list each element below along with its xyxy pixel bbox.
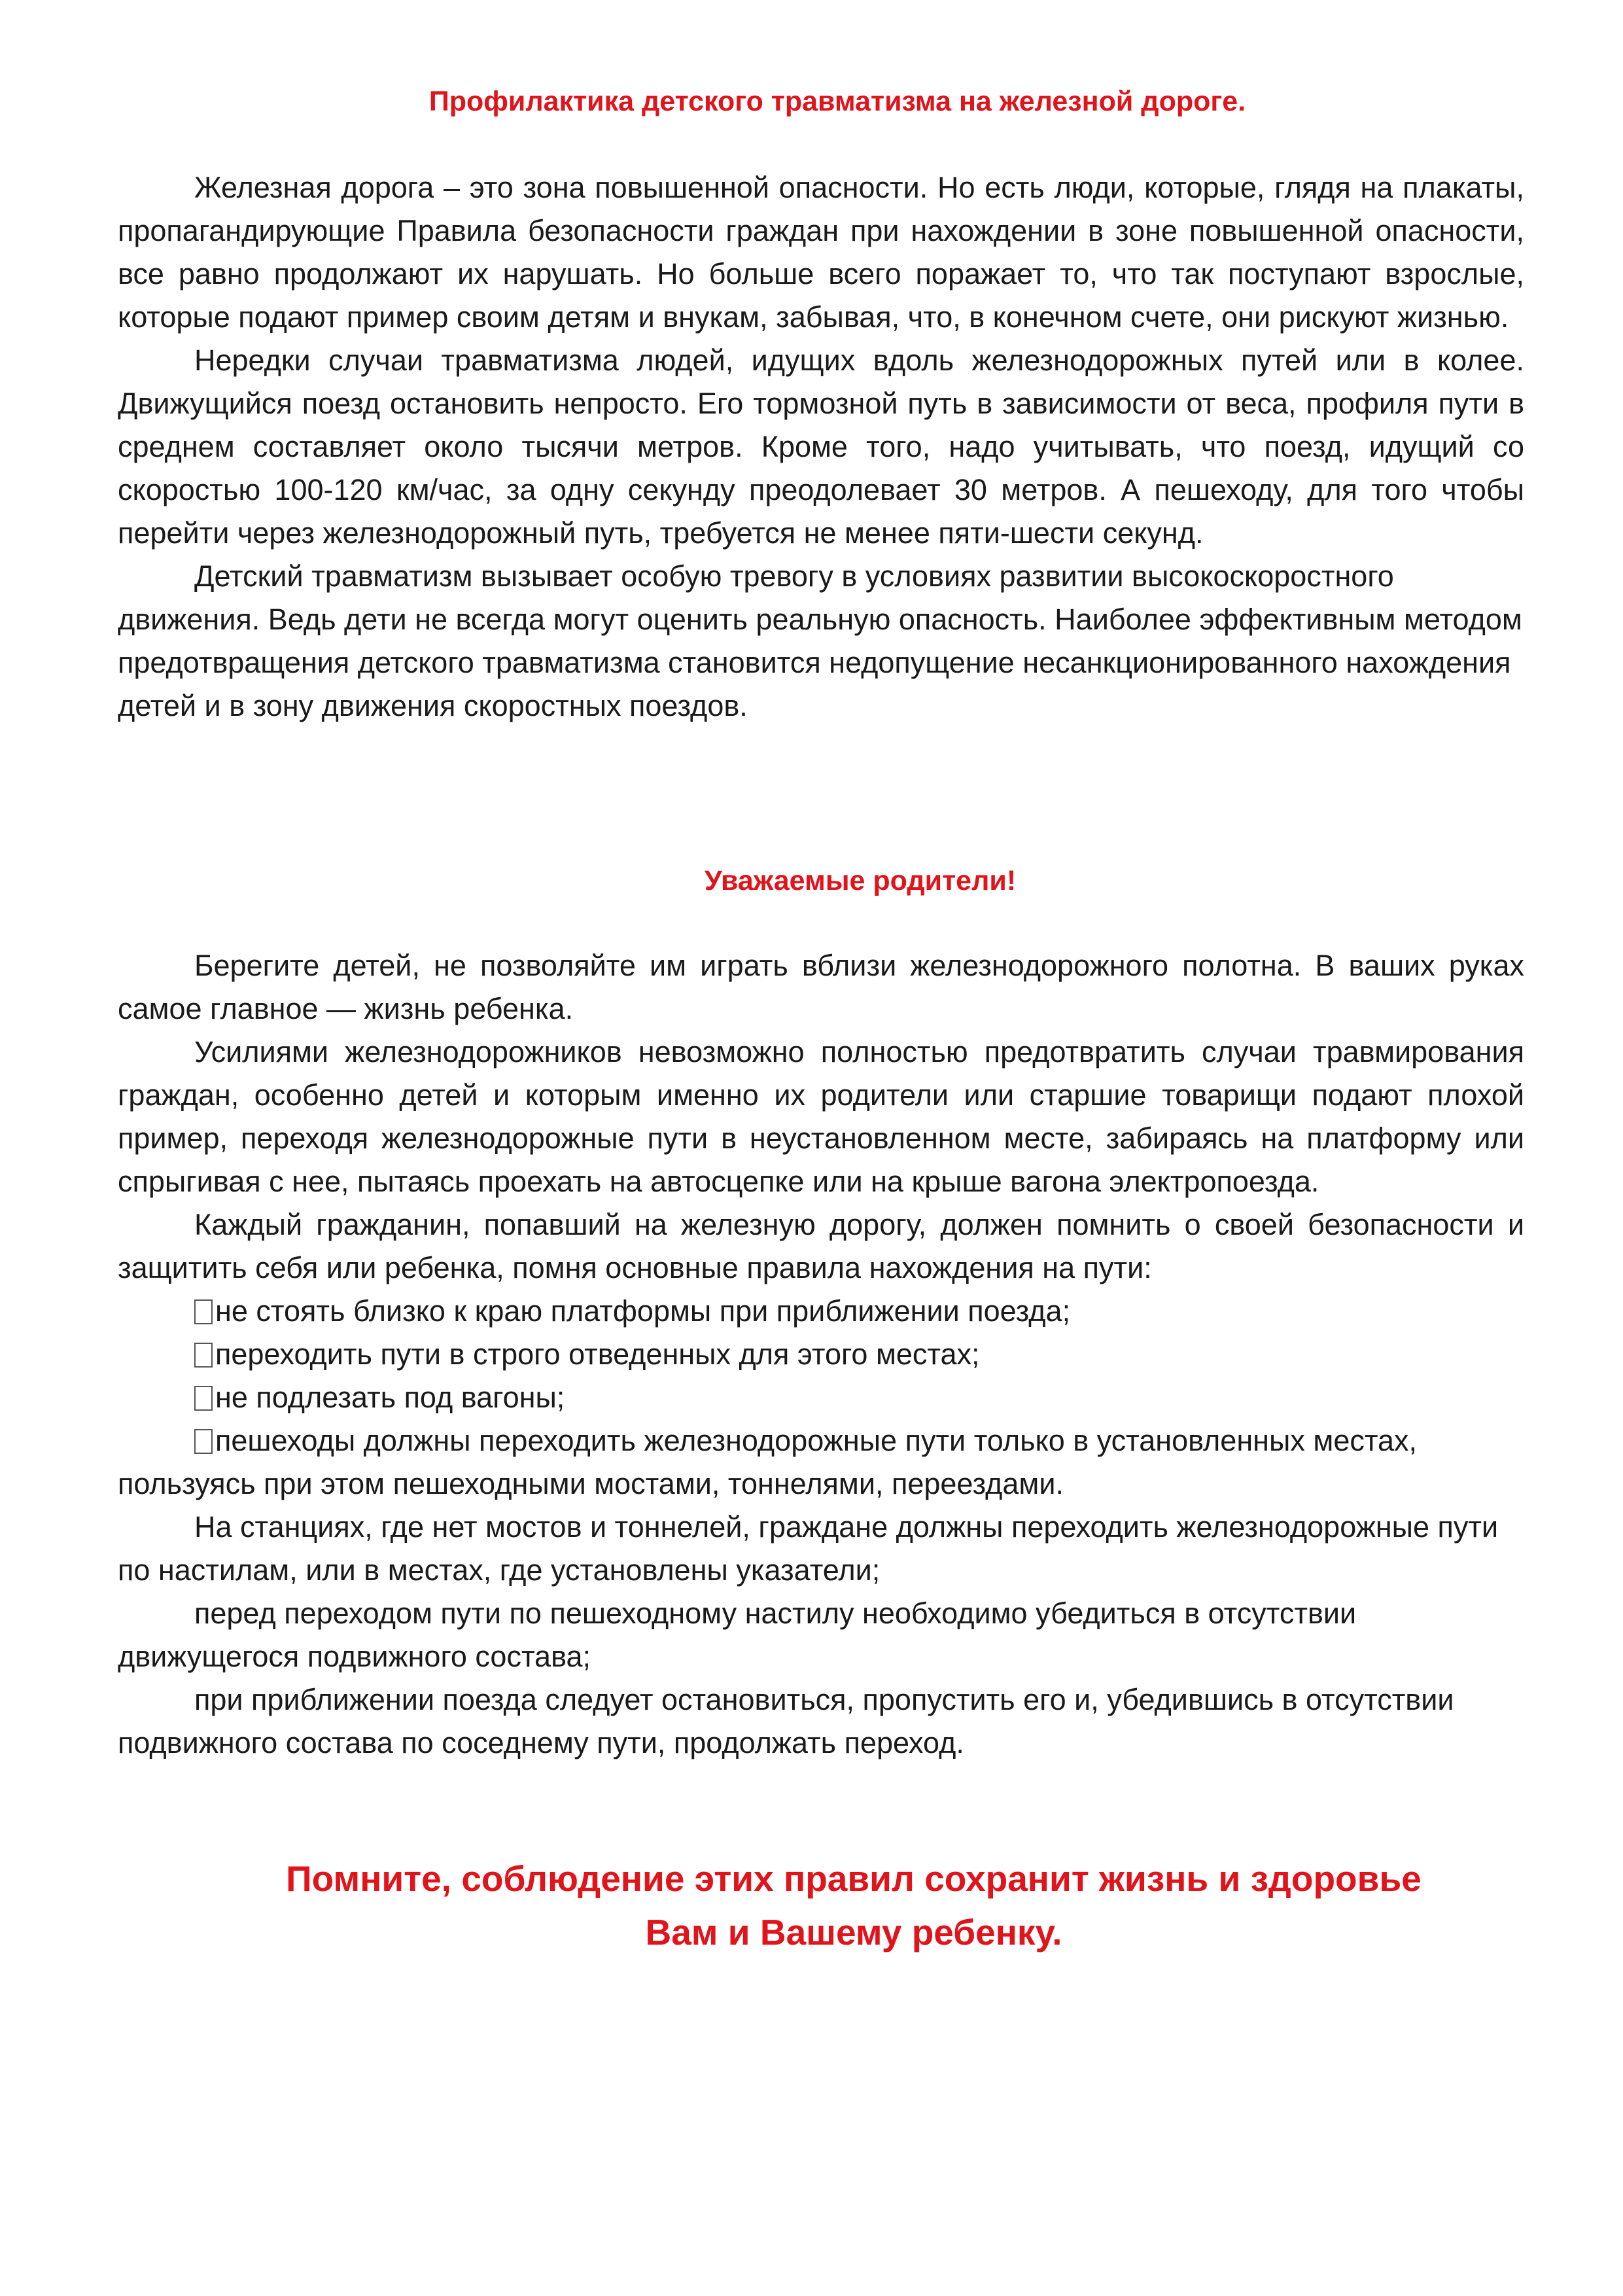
rules-paragraph-1: Берегите детей, не позволяйте им играть вблизи железнодорожного полотна. В ваших руках самое главное — жизнь ребенка. [118,949,1524,1025]
intro-paragraph-3: Детский травматизм вызывает особую тревогу в условиях развитии высокоскоростного движения. Ведь дети не всегда могут оценить реальную опасность. Наиболее эффективным методом предотвращения детского травматизма становится недопущение несанкционированного нахождения детей и в зону движения скоростных поездов. [118,559,1522,722]
rule-bullet [118,1376,1524,1419]
rule-bullet [118,1290,1524,1333]
rules-paragraph-5: перед переходом пути по пешеходному настилу необходимо убедиться в отсутствии движущегося подвижного состава; [118,1597,1357,1673]
bullet-box-icon [194,1343,213,1368]
rule-bullet [118,1419,1524,1506]
rule-bullet-text: не подлезать под вагоны; [215,1381,565,1414]
bullet-box-icon [194,1299,213,1324]
closing-line-1: Помните, соблюдение этих правил сохранит жизнь и здоровье [286,1858,1422,1899]
bullet-box-icon [194,1429,213,1454]
rule-bullet-text: переходить пути в строго отведенных для этого местах; [215,1337,980,1371]
section-subtitle: Уважаемые родители! [704,865,1017,896]
rule-bullet-text: пешеходы должны переходить железнодорожные пути только в установленных местах, пользуясь при этом пешеходными мостами, тоннелями, переездами. [118,1424,1417,1500]
bullet-box-icon [194,1386,213,1411]
intro-paragraph-2: Нередки случаи травматизма людей, идущих вдоль железнодорожных путей или в колее. Движущийся поезд остановить непросто. Его тормозной путь в зависимости от веса, профиля пути в среднем составляет около тысячи метров. Кроме того, надо учитывать, что поезд, идущий со скоростью 100-120 км/час, за одну секунду преодолевает 30 метров. А пешеходу, для того чтобы перейти через железнодорожный путь, требуется не менее пяти-шести секунд. [118,344,1524,550]
rule-bullet [118,1333,1524,1376]
rule-bullet-text: не стоять близко к краю платформы при приближении поезда; [215,1294,1071,1328]
rules-paragraph-2: Усилиями железнодорожников невозможно полностью предотвратить случаи травмирования граждан, особенно детей и которым именно их родители или старшие товарищи подают плохой пример, переходя железнодорожные пути в неустановленном месте, забираясь на платформу или спрыгивая с нее, пытаясь проехать на автосцепке или на крыше вагона электропоезда. [118,1035,1524,1198]
rules-paragraph-3: Каждый гражданин, попавший на железную дорогу, должен помнить о своей безопасности и защитить себя или ребенка, помня основные правила нахождения на пути: [118,1208,1524,1284]
document-page [118,0,1524,2296]
rules-paragraph-6: при приближении поезда следует остановиться, пропустить его и, убедившись в отсутствии подвижного состава по соседнему пути, продолжать переход. [118,1683,1454,1759]
intro-section [118,166,1524,728]
document-title: Профилактика детского травматизма на железной дороге. [428,86,1246,117]
rules-paragraph-4: На станциях, где нет мостов и тоннелей, граждане должны переходить железнодорожные пути по настилам, или в местах, где установлены указатели; [118,1510,1499,1587]
rules-section [118,944,1524,1765]
closing-message [118,1852,1590,1959]
closing-line-2: Вам и Вашему ребенку. [645,1912,1062,1952]
intro-paragraph-1: Железная дорога – это зона повышенной опасности. Но есть люди, которые, глядя на плакаты, пропагандирующие Правила безопасности граждан при нахождении в зоне повышенной опасности, все равно продолжают их нарушать. Но больше всего поражает то, что так поступают взрослые, которые подают пример своим детям и внукам, забывая, что, в конечном счете, они рискуют жизнью. [118,171,1524,334]
